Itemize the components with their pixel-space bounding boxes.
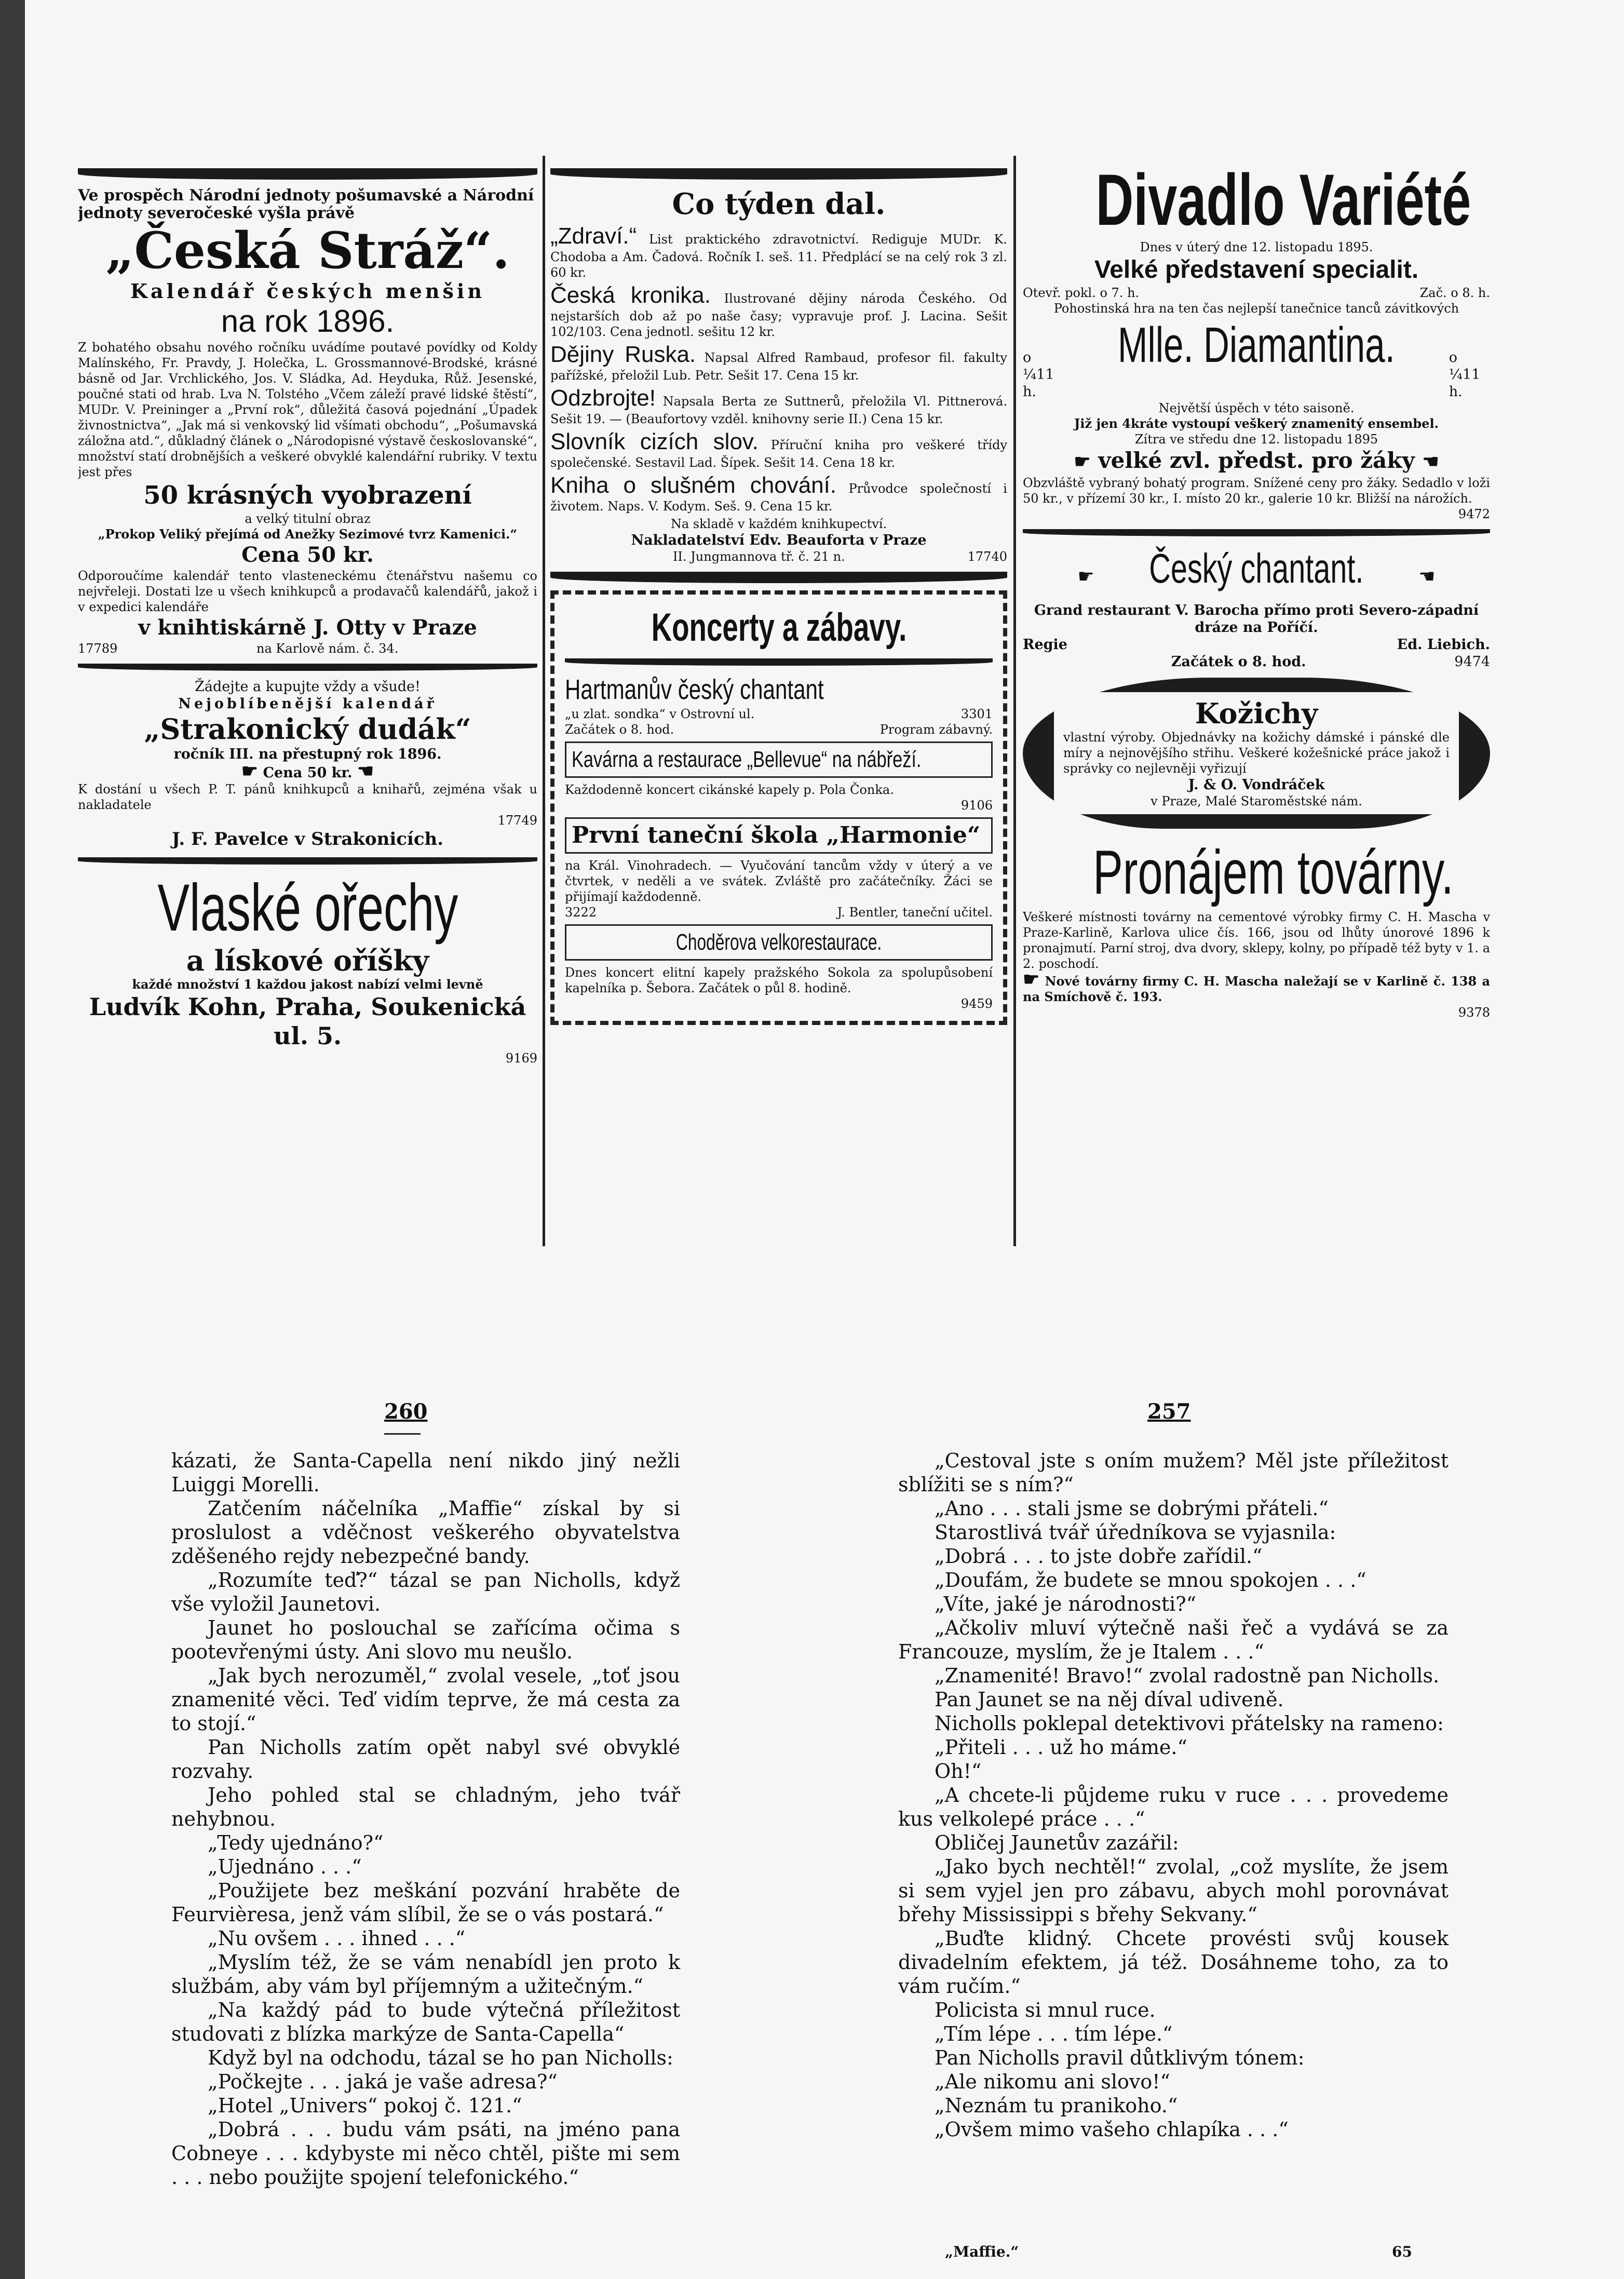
- book-item: [550, 223, 1007, 280]
- story-paragraph: „Na každý pád to bude výtečná příležitost studovati z blízka markýze de Santa-Capella“: [171, 1999, 680, 2045]
- story-paragraph: „Cestoval jste s oním mužem? Měl jste příležitost sblížiti se s ním?“: [898, 1449, 1449, 1496]
- page-number-right: 257: [1147, 1399, 1191, 1424]
- time-right: o ¼11 h.: [1449, 349, 1481, 400]
- chantant-grand: Grand restaurant V. Barocha přímo proti Severo-západní dráze na Poříčí.: [1034, 602, 1479, 636]
- rent-note: ☛ Nové továrny firmy C. H. Mascha naležají se v Karlině č. 138 a na Smíchově č. 193.: [1023, 968, 1490, 1004]
- story-footer: [945, 2243, 1412, 2260]
- ad-number: 17740: [967, 549, 1007, 564]
- divider: [550, 572, 1007, 583]
- story-paragraph: Jaunet ho poslouchal se zařícíma očima s pootevřenými ústy. Ani slovo mu neušlo.: [171, 1616, 680, 1663]
- ad-number: 9474: [1454, 654, 1490, 670]
- ad-stock: Na skladě v každém knihkupectví.: [670, 517, 887, 531]
- story-paragraph: Starostlivá tvář úředníkova se vyjasnila:: [935, 1521, 1336, 1544]
- ad-address: na Karlově nám. č. 34.: [256, 641, 399, 656]
- ad-pic-note: a velký titulní obraz: [245, 511, 371, 526]
- venue-start: Začátek o 8. hod.: [565, 722, 674, 737]
- chantant-start: Začátek o 8. hod.: [1171, 654, 1306, 670]
- story-paragraph: Jeho pohled stal se chladným, jeho tvář nehybnou.: [171, 1784, 680, 1830]
- book-item: [550, 385, 1007, 427]
- ad-number: 9106: [960, 798, 993, 813]
- story-paragraph: Pan Nicholls pravil důtklivým tónem:: [935, 2046, 1305, 2069]
- story-paragraph: Zatčením náčelníka „Maffie“ získal by si proslulost a vděčnost veškerého obyvatelstva zděšeného rejdy nebezpečné bandy.: [171, 1497, 680, 1568]
- ad-number: 3301: [960, 707, 993, 721]
- story-paragraph: Nicholls poklepal detektivovi přátelsky na rameno:: [935, 1712, 1444, 1735]
- ad-number: 9378: [1458, 1005, 1490, 1020]
- story-paragraph: „Neznám tu pranikoho.“: [935, 2094, 1178, 2117]
- theatre-student-text: Obzvláště vybraný bohatý program. Snížené ceny pro žáky. Sedadlo v loži 50 kr., v přízemí 30 kr., I. místo 20 kr., galerie 10 kr. Bližší na nárožích.: [1023, 476, 1490, 506]
- ad-number: 17749: [497, 813, 537, 828]
- ad-title: Vlaské ořechy: [157, 871, 458, 945]
- book-item: [550, 473, 1007, 514]
- ad-publisher: J. F. Pavelce v Strakonicích.: [171, 829, 444, 849]
- chantant-regie-name: Ed. Liebich.: [1397, 637, 1490, 653]
- story-paragraph: „Ale nikomu ani slovo!“: [935, 2070, 1170, 2093]
- concerts-frame: [550, 590, 1007, 1025]
- ad-number: 3222: [565, 905, 597, 920]
- harmonie-box: [565, 817, 993, 854]
- divider: [550, 168, 1007, 180]
- story-paragraph: kázati, že Santa-Capella není nikdo jiný nežli Luiggi Morelli.: [171, 1449, 680, 1496]
- theatre-tomorrow: Zítra ve středu dne 12. listopadu 1895: [1134, 432, 1378, 447]
- divider: [1023, 529, 1490, 536]
- story-right-column: [898, 1449, 1449, 2141]
- theatre-last: Již jen 4kráte vystoupí veškerý znamenitý ensembel.: [1074, 416, 1439, 431]
- pointing-hand-icon: ☛: [1023, 968, 1040, 990]
- story-paragraph: „Tedy ujednáno?“: [208, 1831, 384, 1854]
- column-rule: [543, 156, 545, 1246]
- story-paragraph: „Tím lépe . . . tím lépe.“: [935, 2022, 1173, 2045]
- story-paragraph: „Myslím též, že se vám nenabídl jen proto k službám, aby vám byl příjemným a užitečným.“: [171, 1951, 680, 1998]
- ad-popular: Nejoblíbenější kalendář: [178, 696, 437, 712]
- story-paragraph: „Víte, jaké je národnosti?“: [935, 1593, 1197, 1615]
- story-paragraph: „Hotel „Univers“ pokoj č. 121.“: [208, 2094, 522, 2117]
- ad-price: ☛ Cena 50 kr. ☚: [241, 760, 374, 782]
- venue-teacher: J. Bentler, taneční učitel.: [837, 905, 993, 920]
- story-paragraph: „Ovšem mimo vašeho chlapíka . . .“: [935, 2118, 1289, 2141]
- ad-year: ročník III. na přestupný rok 1896.: [173, 746, 442, 762]
- story-paragraph: Policista si mnul ruce.: [935, 1999, 1156, 2021]
- ad-ask: Žádejte a kupujte vždy a všude!: [195, 679, 421, 695]
- story-paragraph: Pan Jaunet se na něj díval udiveně.: [935, 1688, 1284, 1711]
- story-paragraph: „Ano . . . stali jsme se dobrými přáteli.“: [935, 1497, 1329, 1520]
- furs-text: vlastní výroby. Objednávky na kožichy dámské i pánské dle míry a nejnovějšího střihu. Veškeré kožešnické práce jakož i správky co nejlevněji vyřizují: [1063, 730, 1450, 776]
- rent-text: Veškeré místnosti továrny na cementové výrobky firmy C. H. Mascha v Praze-Karlině, Karlova ulice čís. 166, jsou od lhůty únorové 1896 k pronajmutí. Parní stroj, dva dvory, sklepy, kolny, po případě též byty v 1. a 2. poschodí.: [1023, 910, 1490, 971]
- ads-column-3: [1023, 161, 1490, 1246]
- story-paragraph: Když byl na odchodu, tázal se ho pan Nicholls:: [208, 2046, 673, 2069]
- furs-firm: J. & O. Vondráček: [1188, 777, 1325, 793]
- underline: [384, 1433, 421, 1435]
- story-left-column: [171, 1449, 680, 2189]
- book-item: [550, 429, 1007, 470]
- page-number-left: 260: [384, 1399, 428, 1424]
- story-paragraph: „Znamenité! Bravo!“ zvolal radostně pan Nicholls.: [935, 1664, 1440, 1687]
- ad-info: K dostání u všech P. T. pánů knihkupců a knihařů, zejména však u nakladatele: [78, 782, 537, 812]
- furs-ad: [1023, 678, 1490, 829]
- ad-title: „Česká Stráž“.: [105, 221, 510, 280]
- theatre-open: Otevř. pokl. o 7. h.: [1023, 286, 1140, 300]
- ad-pic-title: „Prokop Veliký přejímá od Anežky Sezimové tvrz Kamenici.“: [98, 527, 518, 542]
- theatre-begin: Zač. o 8. h.: [1419, 286, 1490, 300]
- column-rule: [1013, 156, 1016, 1246]
- time-left: o ¼11 h.: [1023, 349, 1054, 400]
- theatre-student: ☛ velké zvl. předst. pro žáky ☚: [1074, 448, 1439, 473]
- story-paragraph: Obličej Jaunetův zazářil:: [935, 1831, 1179, 1854]
- story-paragraph: „Ačkoliv mluví výtečně naši řeč a vydává se za Francouze, myslím, že je Italem . . .“: [898, 1616, 1449, 1663]
- divider: [565, 658, 993, 666]
- story-paragraph: „Dobrá . . . budu vám psáti, na jméno pana Cobneye . . . kdybyste mi něco chtěl, pište mi sem . . . nebo použijte spojení telefonického.“: [171, 2118, 680, 2189]
- ceska-straz-ad: [78, 187, 537, 656]
- ad-note: každé množství 1 každou jakost nabízí velmi levně: [132, 977, 483, 992]
- star-name: Mlle. Diamantina.: [1118, 317, 1395, 373]
- story-paragraph: „Ujednáno . . .“: [208, 1855, 362, 1878]
- ad-heading: Co týden dal.: [672, 187, 886, 221]
- ad-recommend: Odporoučíme kalendář tento vlasteneckému čtenářstvu našemu co nejvřeleji. Dostati lze u všech knihkupců a prodavačů kalendářů, jakož i v expedici kalendáře: [78, 569, 537, 614]
- book-title: „Zdraví.“: [550, 223, 637, 249]
- story-paragraph: „Jako bych nechtěl!“ zvolal, „což myslíte, že jsem si sem vyjel jen pro zábavu, abych mohl porovnávat břehy Mississippi s břehy Sekvany.“: [898, 1855, 1449, 1926]
- rent-title: Pronájem továrny.: [1093, 838, 1454, 907]
- furs-title: Kožichy: [1195, 697, 1318, 730]
- ad-firm: Ludvík Kohn, Praha, Soukenická ul. 5.: [89, 993, 526, 1050]
- pointing-hand-icon: ☚: [1422, 451, 1439, 473]
- theatre-date: Dnes v úterý dne 12. listopadu 1895.: [1140, 240, 1373, 254]
- book-text: Ilustrované dějiny národa Českého. Od nejstarších dob až po naše časy; vypravuje prof. J. Lacina. Sešit 102/103. Cena jednotl. sešitu 12 kr.: [550, 291, 1007, 339]
- footer-title: „Maffie.“: [945, 2243, 1019, 2260]
- weekly-books-ad: [550, 187, 1007, 564]
- bellevue-box: [565, 741, 993, 778]
- venue-title: První taneční škola „Harmonie“: [572, 822, 981, 848]
- ad-year: na rok 1896.: [221, 304, 395, 339]
- ad-title: „Strakonický dudák“: [144, 712, 471, 746]
- furs-address: v Praze, Malé Staroměstské nám.: [1151, 794, 1362, 808]
- story-paragraph: Oh!“: [935, 1760, 982, 1783]
- divider: [78, 857, 537, 865]
- ads-column-1: [78, 161, 537, 1246]
- divider: [78, 664, 537, 671]
- book-text: Průvodce společností i životem. Naps. V. Kodym. Seš. 9. Cena 15 kr.: [550, 481, 1007, 514]
- ads-column-2: [550, 161, 1007, 1246]
- story-paragraph: „Jak bych nerozuměl,“ zvolal vesele, „toť jsou znamenité věci. Teď vidím teprve, že má cesta za to stojí.“: [171, 1664, 680, 1735]
- chantant-title: ☛ Český chantant. ☚: [1077, 545, 1436, 591]
- story-paragraph: „Doufám, že budete se mnou spokojen . . .“: [935, 1569, 1366, 1592]
- book-title: Dějiny Ruska.: [550, 342, 696, 367]
- venue-title: Choděrova velkorestaurace.: [675, 929, 882, 955]
- book-text: Příruční kniha pro veškeré třídy společenské. Sestavil Lad. Šípek. Sešit 14. Cena 18 kr.: [550, 438, 1007, 470]
- story-paragraph: „Přiteli . . . už ho máme.“: [935, 1736, 1187, 1759]
- pointing-hand-icon: ☚: [357, 760, 374, 782]
- venue-title: Kavárna a restaurace „Bellevue“ na nábřeží.: [572, 747, 922, 772]
- book-list: [550, 223, 1007, 514]
- book-title: Kniha o slušném chování.: [550, 473, 837, 498]
- ad-number: 17789: [78, 641, 118, 656]
- strakonicky-dudak-ad: [78, 678, 537, 850]
- story-paragraph: „Nu ovšem . . . ihned . . .“: [208, 1927, 466, 1950]
- scan-edge: [0, 0, 25, 2279]
- book-text: List praktického zdravotnictví. Rediguje MUDr. K. Chodoba a Am. Čadová. Ročník I. seš. 11. Předplácí se na celý rok 3 zl. 60 kr.: [550, 232, 1007, 280]
- pointing-hand-icon: ☛: [1077, 566, 1094, 587]
- pointing-hand-icon: ☛: [1074, 451, 1091, 473]
- story-paragraph: „Použijete bez meškání pozvání hraběte de Feurvièresa, jenž vám slíbil, že se o vás postará.“: [171, 1879, 680, 1926]
- theatre-title: Divadlo Variété: [1095, 161, 1471, 240]
- frame-title: Koncerty a zábavy.: [651, 605, 906, 650]
- book-item: [550, 342, 1007, 383]
- variete-ad: [1023, 161, 1490, 522]
- ad-subtitle: Kalendář českých menšin: [130, 279, 485, 303]
- ad-pictures: 50 krásných vyobrazení: [143, 481, 472, 510]
- ad-publisher: Nakladatelství Edv. Beauforta v Praze: [631, 532, 927, 548]
- book-item: [550, 282, 1007, 340]
- venue-place: „u zlat. sondka“ v Ostrovní ul.: [565, 707, 755, 721]
- choder-box: [565, 924, 993, 961]
- venue-title: Hartmanův český chantant: [565, 674, 824, 705]
- venue-text: Každodenně koncert cikánské kapely p. Pola Čonka.: [565, 783, 894, 797]
- venue-text: Dnes koncert elitní kapely pražského Sokola za spolupůsobení kapelníka p. Šebora. Začátek o půl 8. hodině.: [565, 965, 993, 995]
- pointing-hand-icon: ☛: [241, 760, 259, 782]
- story-paragraph: Pan Nicholls zatím opět nabyl své obvyklé rozvahy.: [171, 1736, 680, 1783]
- story-paragraph: „Počkejte . . . jaká je vaše adresa?“: [208, 2070, 558, 2093]
- ad-number: 9472: [1458, 507, 1490, 521]
- theatre-show: Velké představení specialit.: [1094, 256, 1419, 284]
- ad-body: Z bohatého obsahu nového ročníku uvádíme poutavé povídky od Koldy Malínského, Fr. Pravdy, J. Holečka, L. Grossmannové-Brodské, krásné básně od Jar. Vrchlického, Jos. V. Sládka, Ad. Heyduka, Růž. Jesenské, poučné stati od hrab. Lva N. Tolstého „Včem záleží pravé lidské štěstí“, MUDr. V. Preininger a „První rok“, důležitá časová pojednání „Úpadek živnostnictva“, „Jak má si venkovský lid všímati obchodu“, „Pošumavská záložna atd.“, důkladný článek o „Národopisné výstavě českoslovanské“, množství statí drobnějších a veškeré obvyklé kalendářní rubriky. V textu jest přes: [78, 340, 537, 479]
- ad-intro: Ve prospěch Národní jednoty pošumavské a Národní jednoty severočeské vyšla právě: [78, 186, 534, 222]
- book-text: Napsala Berta ze Suttnerů, přeložila Vl. Pittnerová. Sešit 19. — (Beaufortovy vzděl. knihovny serie II.) Cena 15 kr.: [550, 394, 1007, 426]
- book-title: Česká kronika.: [550, 282, 711, 308]
- rent-ad: [1023, 836, 1490, 1020]
- ad-number: 9459: [960, 996, 993, 1011]
- story-paragraph: „Buďte klidný. Chcete provésti svůj kousek divadelním efektem, já též. Dosáhneme toho, za to vám ručím.“: [898, 1927, 1449, 1998]
- divider: [78, 168, 537, 180]
- story-paragraph: „A chcete-li půjdeme ruku v ruce . . . provedeme kus velkolepé práce . . .“: [898, 1784, 1449, 1830]
- ad-address: II. Jungmannova tř. č. 21 n.: [672, 549, 845, 564]
- ad-price: Cena 50 kr.: [241, 543, 374, 567]
- ad-subtitle: a lískové oříšky: [186, 944, 429, 977]
- ad-printer: v knihtiskárně J. Otty v Praze: [138, 615, 477, 640]
- theatre-guest: Pohostinská hra na ten čas nejlepší tanečnice tanců závitkových: [1053, 301, 1459, 316]
- book-text: Napsal Alfred Rambaud, profesor fil. fakulty pařížské, přeložil Lub. Petr. Sešit 17. Cena 15 kr.: [550, 350, 1007, 383]
- story-paragraph: „Dobrá . . . to jste dobře zařídil.“: [935, 1545, 1263, 1568]
- footer-number: 65: [1392, 2243, 1412, 2260]
- chantant-ad: [1023, 544, 1490, 670]
- book-title: Odzbrojte!: [550, 385, 656, 411]
- chantant-regie: Regie: [1023, 637, 1067, 653]
- venue-program: Program zábavný.: [879, 722, 993, 737]
- ad-number: 9169: [505, 1051, 537, 1066]
- pointing-hand-icon: ☚: [1418, 566, 1436, 587]
- book-title: Slovník cizích slov.: [550, 429, 759, 454]
- nuts-ad: [78, 872, 537, 1066]
- theatre-success: Největší úspěch v této saisoně.: [1158, 401, 1355, 415]
- venue-text: na Král. Vinohradech. — Vyučování tancům vždy v úterý a ve čtvrtek, v neděli a ve svátek. Zvláště pro začátečníky. Žáci se přijímají každodenně.: [565, 858, 993, 904]
- story-paragraph: „Rozumíte teď?“ tázal se pan Nicholls, když vše vyložil Jaunetovi.: [171, 1569, 680, 1615]
